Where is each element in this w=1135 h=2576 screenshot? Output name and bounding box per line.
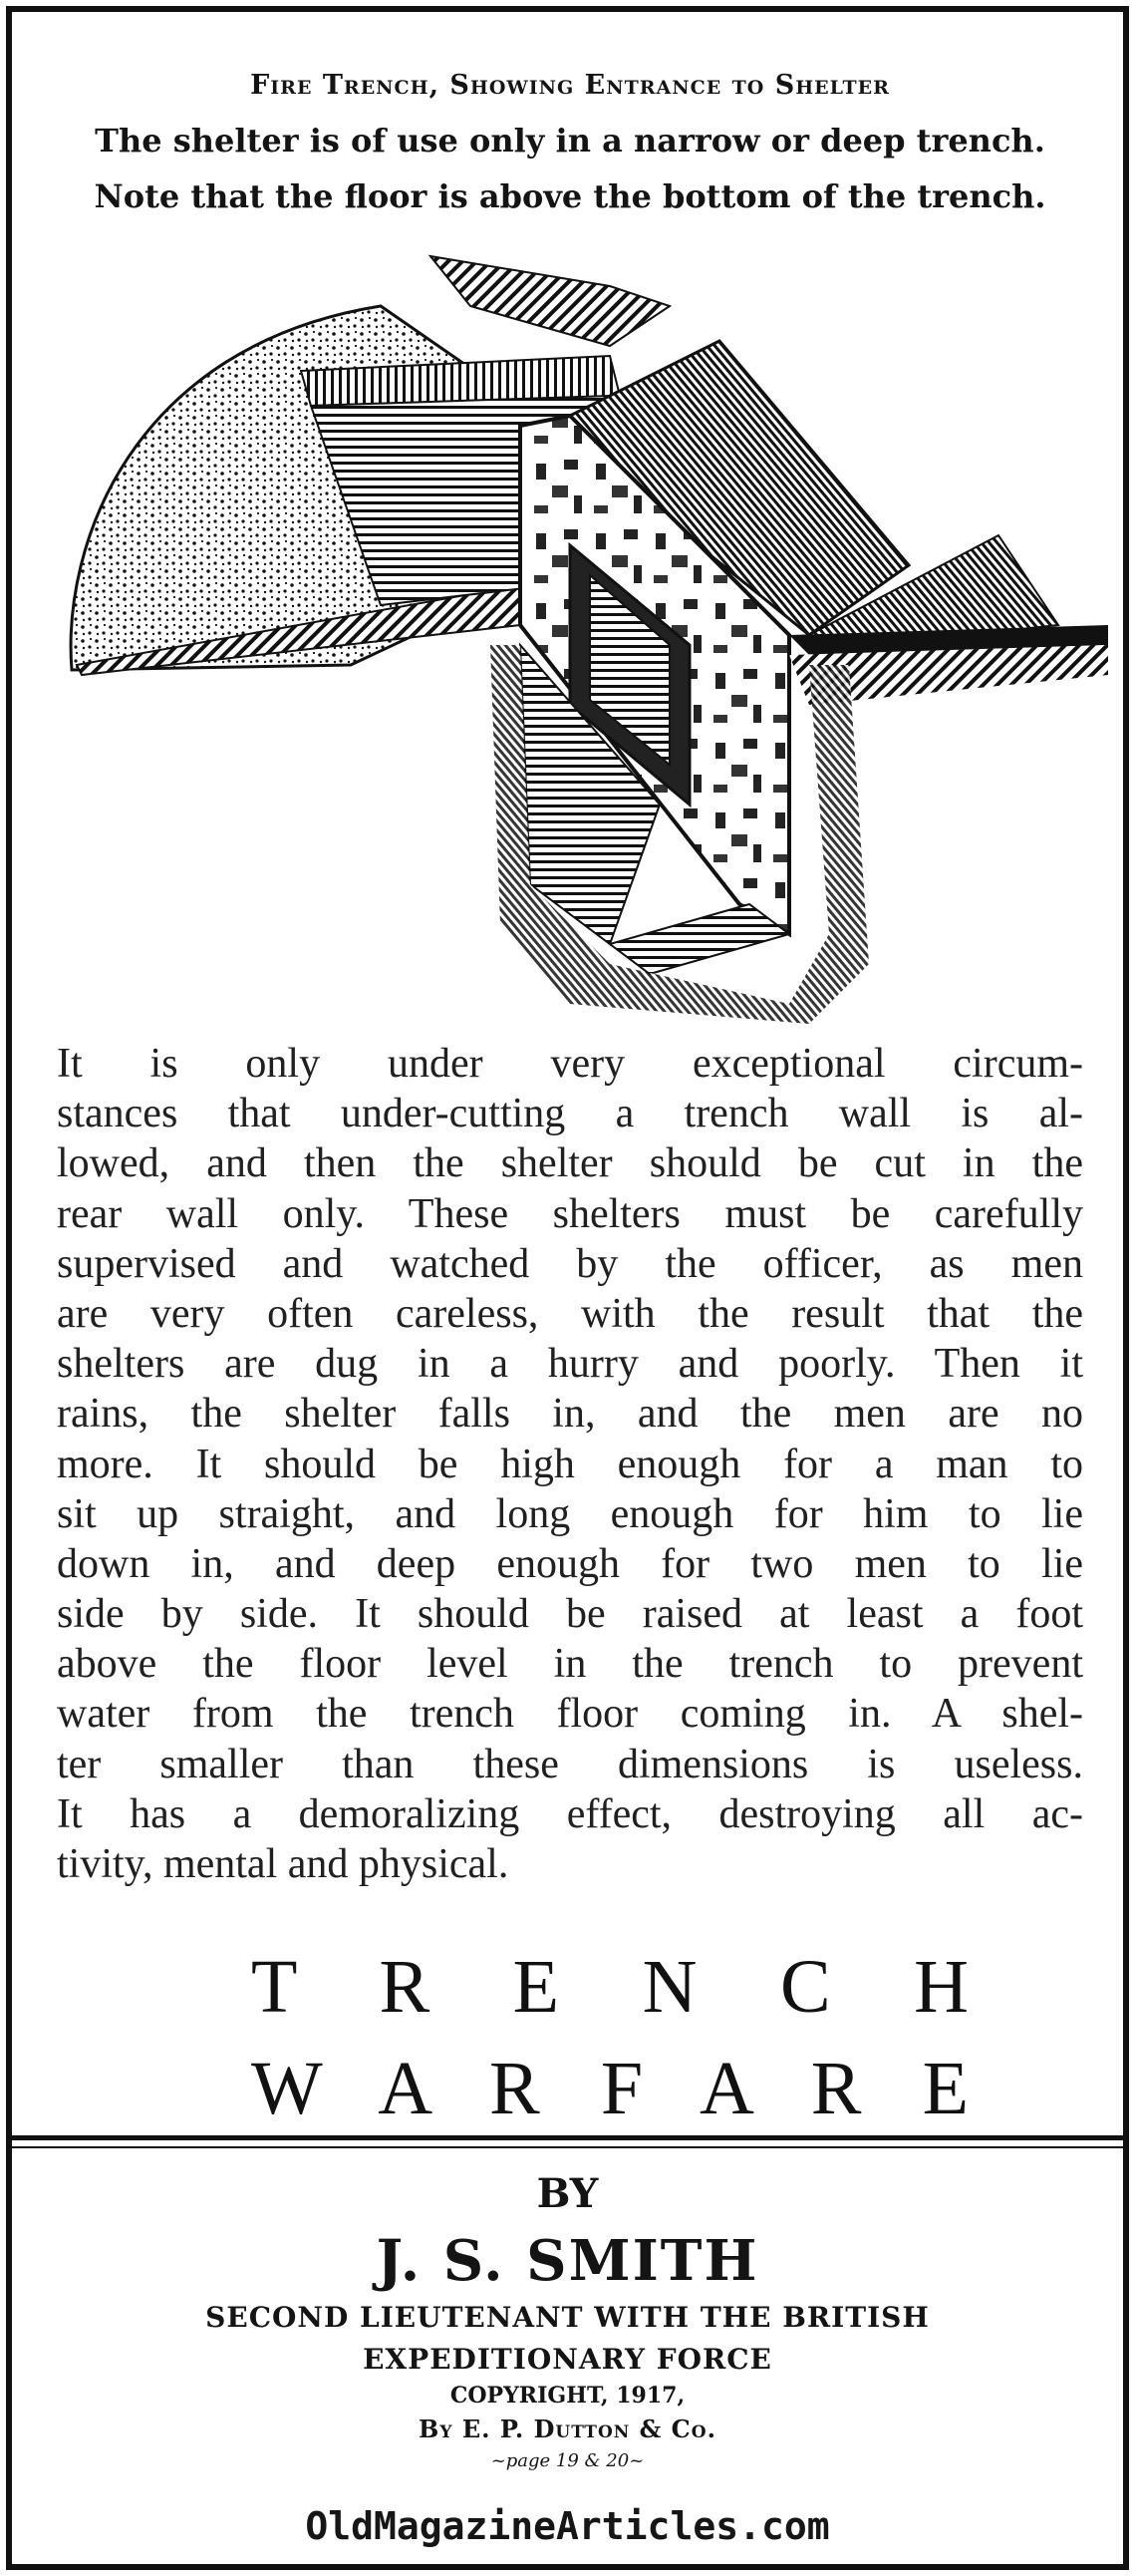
body-line: supervised and watched by the officer, as men (57, 1240, 1083, 1287)
publisher-line: By E. P. Dutton & Co. (419, 2415, 716, 2443)
divider-thin (12, 2146, 1123, 2148)
body-paragraph (57, 1039, 1083, 1889)
page-frame (6, 6, 1129, 2570)
body-line: rains, the shelter falls in, and the men are no (57, 1391, 1083, 1438)
body-line: rear wall only. These shelters must be carefully (57, 1190, 1083, 1237)
body-line: sit up straight, and long enough for him to lie (57, 1490, 1083, 1537)
figure-caption-line-1: The shelter is of use only in a narrow or deep trench. (95, 122, 1045, 160)
trench-shelter-illustration (52, 246, 1108, 1024)
body-line: shelters are dug in a hurry and poorly. Then it (57, 1341, 1083, 1388)
body-line: more. It should be high enough for a man to (57, 1441, 1083, 1487)
author-name: J. S. SMITH (376, 2228, 759, 2294)
body-line: stances that under-cutting a trench wall is al- (57, 1091, 1083, 1137)
body-line: It is only under very exceptional circum- (57, 1041, 1083, 1087)
book-title-line-1: T R E N C H (251, 1945, 969, 2029)
figure-caption-line-2: Note that the floor is above the bottom of the trench. (94, 177, 1046, 215)
body-line: water from the trench floor coming in. A shel- (57, 1691, 1083, 1738)
copyright-line: COPYRIGHT, 1917, (449, 2383, 686, 2409)
book-title-line-2: W A R F A R E (251, 2047, 969, 2130)
body-line: lowed, and then the shelter should be cut in the (57, 1140, 1083, 1187)
body-line: ter smaller than these dimensions is useless. (57, 1741, 1083, 1787)
body-line: down in, and deep enough for two men to lie (57, 1540, 1083, 1587)
body-line: are very often careless, with the result that the (57, 1290, 1083, 1337)
body-line: above the floor level in the trench to prevent (57, 1641, 1083, 1688)
body-line: side by side. It should be raised at least a foot (57, 1591, 1083, 1638)
author-force: EXPEDITIONARY FORCE (363, 2343, 772, 2376)
credit-by: BY (536, 2170, 599, 2217)
figure-caption-title: Fire Trench, Showing Entrance to Shelter (250, 70, 890, 101)
page-reference: ~page 19 & 20~ (490, 2450, 645, 2471)
body-line: It has a demoralizing effect, destroying all ac- (57, 1790, 1083, 1837)
author-rank: SECOND LIEUTENANT WITH THE BRITISH (205, 2301, 930, 2334)
site-watermark: OldMagazineArticles.com (305, 2504, 830, 2548)
body-line: tivity, mental and physical. (57, 1841, 509, 1887)
divider-thick (12, 2135, 1123, 2140)
